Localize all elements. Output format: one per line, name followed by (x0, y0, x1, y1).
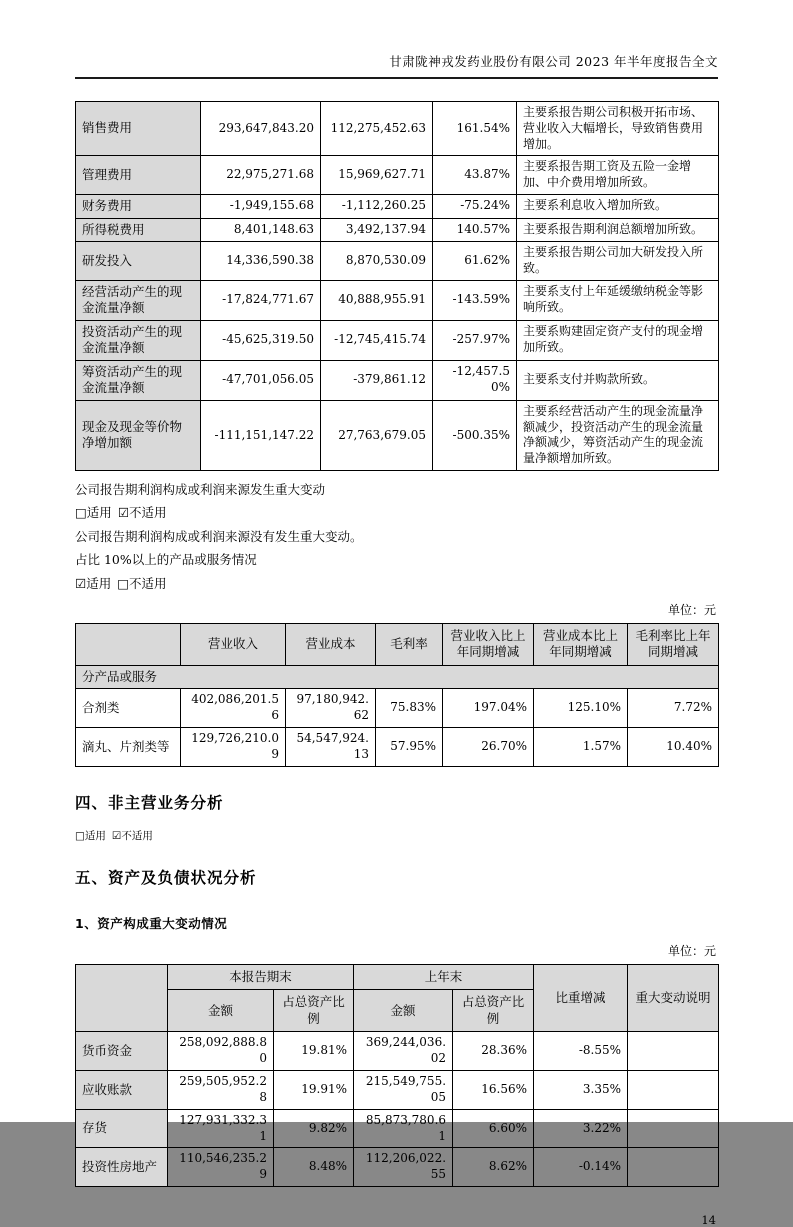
col-header-margin-yoy: 毛利率比上年同期增减 (628, 623, 719, 665)
ratio-cell: 19.91% (274, 1071, 354, 1110)
row-label-cell: 现金及现金等价物净增加额 (76, 400, 201, 470)
prior-ratio-cell: 8.62% (453, 1148, 534, 1187)
table-header-row (76, 964, 719, 990)
revenue-yoy-cell: 26.70% (443, 728, 534, 767)
table-row (76, 280, 719, 320)
page-number: 14 (701, 1212, 716, 1227)
current-period-cell: -1,949,155.68 (201, 195, 321, 219)
row-label-cell: 货币资金 (76, 1032, 168, 1071)
change-reason-cell: 主要系支付上年延缓缴纳税金等影响所致。 (517, 280, 719, 320)
change-reason-cell: 主要系购建固定资产支付的现金增加所致。 (517, 320, 719, 360)
col-header-amount: 金额 (168, 990, 274, 1032)
products-heading: 占比 10%以上的产品或服务情况 (75, 552, 257, 568)
table-row (76, 689, 719, 728)
checkbox-unchecked-not-applicable: □不适用 (117, 575, 167, 591)
checkbox-unchecked-applicable: □适用 (75, 829, 106, 842)
section-row (76, 665, 719, 689)
table-row (76, 1148, 719, 1187)
amount-cell: 110,546,235.29 (168, 1148, 274, 1187)
corner-cell (76, 964, 168, 1032)
table-row (76, 1071, 719, 1110)
row-label-cell: 研发投入 (76, 242, 201, 281)
prior-period-cell: 3,492,137.94 (321, 218, 433, 242)
change-percent-cell: 161.54% (433, 102, 517, 156)
margin-yoy-cell: 7.72% (628, 689, 719, 728)
asset-composition-table (75, 964, 719, 1187)
ratio-change-cell: -0.14% (534, 1148, 628, 1187)
major-change-note-cell (628, 1148, 719, 1187)
col-header-ratio-change: 比重增减 (534, 964, 628, 1032)
checkbox-checked-applicable: ☑适用 (75, 575, 112, 591)
change-percent-cell: 140.57% (433, 218, 517, 242)
table-row (76, 1109, 719, 1148)
row-label-cell: 投资活动产生的现金流量净额 (76, 320, 201, 360)
prior-period-cell: -379,861.12 (321, 360, 433, 400)
row-label-cell: 财务费用 (76, 195, 201, 219)
amount-cell: 259,505,952.28 (168, 1071, 274, 1110)
change-percent-cell: -500.35% (433, 400, 517, 470)
margin-yoy-cell: 10.40% (628, 728, 719, 767)
row-label-cell: 销售费用 (76, 102, 201, 156)
prior-period-cell: -12,745,415.74 (321, 320, 433, 360)
current-period-cell: -111,151,147.22 (201, 400, 321, 470)
change-percent-cell: 61.62% (433, 242, 517, 281)
unit-label: 单位：元 (667, 943, 716, 958)
col-header-cost: 营业成本 (286, 623, 376, 665)
row-label-cell: 管理费用 (76, 156, 201, 195)
subsection-one-title: 1、资产构成重大变动情况 (75, 915, 228, 931)
current-period-cell: -47,701,056.05 (201, 360, 321, 400)
unit-label: 单位：元 (667, 602, 716, 617)
row-label-cell: 合剂类 (76, 689, 181, 728)
prior-amount-cell: 369,244,036.02 (354, 1032, 453, 1071)
major-change-note-cell (628, 1109, 719, 1148)
change-percent-cell: -257.97% (433, 320, 517, 360)
col-header-ratio: 占总资产比例 (453, 990, 534, 1032)
row-label-cell: 筹资活动产生的现金流量净额 (76, 360, 201, 400)
col-header-current-period: 本报告期末 (168, 964, 354, 990)
ratio-cell: 9.82% (274, 1109, 354, 1148)
margin-cell: 75.83% (376, 689, 443, 728)
current-period-cell: -45,625,319.50 (201, 320, 321, 360)
table-row (76, 728, 719, 767)
change-percent-cell: -143.59% (433, 280, 517, 320)
cost-yoy-cell: 125.10% (534, 689, 628, 728)
ratio-change-cell: -8.55% (534, 1032, 628, 1071)
amount-cell: 127,931,332.31 (168, 1109, 274, 1148)
ratio-cell: 8.48% (274, 1148, 354, 1187)
change-reason-cell: 主要系经营活动产生的现金流量净额减少，投资活动产生的现金流量净额减少，筹资活动产生的现金流量净额增加所致。 (517, 400, 719, 470)
prior-period-cell: 112,275,452.63 (321, 102, 433, 156)
change-percent-cell: -75.24% (433, 195, 517, 219)
profit-applicable-line (75, 506, 718, 520)
prior-period-cell: 8,870,530.09 (321, 242, 433, 281)
change-reason-cell: 主要系支付并购款所致。 (517, 360, 719, 400)
current-period-cell: -17,824,771.67 (201, 280, 321, 320)
checkbox-unchecked-applicable: □适用 (75, 505, 112, 521)
prior-period-cell: 40,888,955.91 (321, 280, 433, 320)
row-label-cell: 投资性房地产 (76, 1148, 168, 1187)
corner-cell (76, 623, 181, 665)
revenue-cell: 402,086,201.56 (181, 689, 286, 728)
prior-ratio-cell: 6.60% (453, 1109, 534, 1148)
change-reason-cell: 主要系报告期公司积极开拓市场、营业收入大幅增长，导致销售费用增加。 (517, 102, 719, 156)
prior-period-cell: 15,969,627.71 (321, 156, 433, 195)
prior-amount-cell: 215,549,755.05 (354, 1071, 453, 1110)
ratio-change-cell: 3.22% (534, 1109, 628, 1148)
prior-ratio-cell: 28.36% (453, 1032, 534, 1071)
col-header-cost-yoy: 营业成本比上年同期增减 (534, 623, 628, 665)
col-header-amount: 金额 (354, 990, 453, 1032)
checkbox-checked-not-applicable: ☑不适用 (117, 505, 167, 521)
row-label-cell: 存货 (76, 1109, 168, 1148)
page-header-title: 甘肃陇神戎发药业股份有限公司 2023 年半年度报告全文 (75, 52, 718, 79)
current-period-cell: 8,401,148.63 (201, 218, 321, 242)
profit-change-note: 公司报告期利润构成或利润来源没有发生重大变动。 (75, 528, 363, 544)
prior-amount-cell: 85,873,780.61 (354, 1109, 453, 1148)
section-five-title: 五、资产及负债状况分析 (75, 868, 257, 887)
table-row (76, 400, 719, 470)
section-label-cell: 分产品或服务 (76, 665, 719, 689)
table-row (76, 218, 719, 242)
prior-amount-cell: 112,206,022.55 (354, 1148, 453, 1187)
amount-cell: 258,092,888.80 (168, 1032, 274, 1071)
table-row (76, 1032, 719, 1071)
col-header-major-change-note: 重大变动说明 (628, 964, 719, 1032)
ratio-change-cell: 3.35% (534, 1071, 628, 1110)
change-reason-cell: 主要系报告期利润总额增加所致。 (517, 218, 719, 242)
row-label-cell: 经营活动产生的现金流量净额 (76, 280, 201, 320)
table-row (76, 102, 719, 156)
prior-period-cell: 27,763,679.05 (321, 400, 433, 470)
col-header-revenue: 营业收入 (181, 623, 286, 665)
change-reason-cell: 主要系利息收入增加所致。 (517, 195, 719, 219)
checkbox-checked-not-applicable: ☑不适用 (111, 829, 153, 842)
table-row (76, 360, 719, 400)
table-row (76, 242, 719, 281)
expense-analysis-table (75, 101, 719, 471)
col-header-prior-period: 上年末 (354, 964, 534, 990)
section-four-title: 四、非主营业务分析 (75, 793, 224, 812)
change-reason-cell: 主要系报告期工资及五险一金增加、中介费用增加所致。 (517, 156, 719, 195)
col-header-margin: 毛利率 (376, 623, 443, 665)
row-label-cell: 所得税费用 (76, 218, 201, 242)
products-applicable-line (75, 577, 718, 591)
row-label-cell: 滴丸、片剂类等 (76, 728, 181, 767)
prior-period-cell: -1,112,260.25 (321, 195, 433, 219)
cost-cell: 97,180,942.62 (286, 689, 376, 728)
col-header-ratio: 占总资产比例 (274, 990, 354, 1032)
revenue-yoy-cell: 197.04% (443, 689, 534, 728)
prior-ratio-cell: 16.56% (453, 1071, 534, 1110)
ratio-cell: 19.81% (274, 1032, 354, 1071)
table-row (76, 156, 719, 195)
products-table (75, 623, 719, 767)
current-period-cell: 22,975,271.68 (201, 156, 321, 195)
margin-cell: 57.95% (376, 728, 443, 767)
table-row (76, 320, 719, 360)
row-label-cell: 应收账款 (76, 1071, 168, 1110)
cost-yoy-cell: 1.57% (534, 728, 628, 767)
non-main-applicable-line (75, 830, 718, 842)
change-reason-cell: 主要系报告期公司加大研发投入所致。 (517, 242, 719, 281)
major-change-note-cell (628, 1071, 719, 1110)
table-row (76, 195, 719, 219)
current-period-cell: 293,647,843.20 (201, 102, 321, 156)
table-header-row (76, 623, 719, 665)
revenue-cell: 129,726,210.09 (181, 728, 286, 767)
profit-change-heading: 公司报告期利润构成或利润来源发生重大变动 (75, 482, 326, 498)
change-percent-cell: 43.87% (433, 156, 517, 195)
col-header-revenue-yoy: 营业收入比上年同期增减 (443, 623, 534, 665)
cost-cell: 54,547,924.13 (286, 728, 376, 767)
major-change-note-cell (628, 1032, 719, 1071)
current-period-cell: 14,336,590.38 (201, 242, 321, 281)
change-percent-cell: -12,457.50% (433, 360, 517, 400)
